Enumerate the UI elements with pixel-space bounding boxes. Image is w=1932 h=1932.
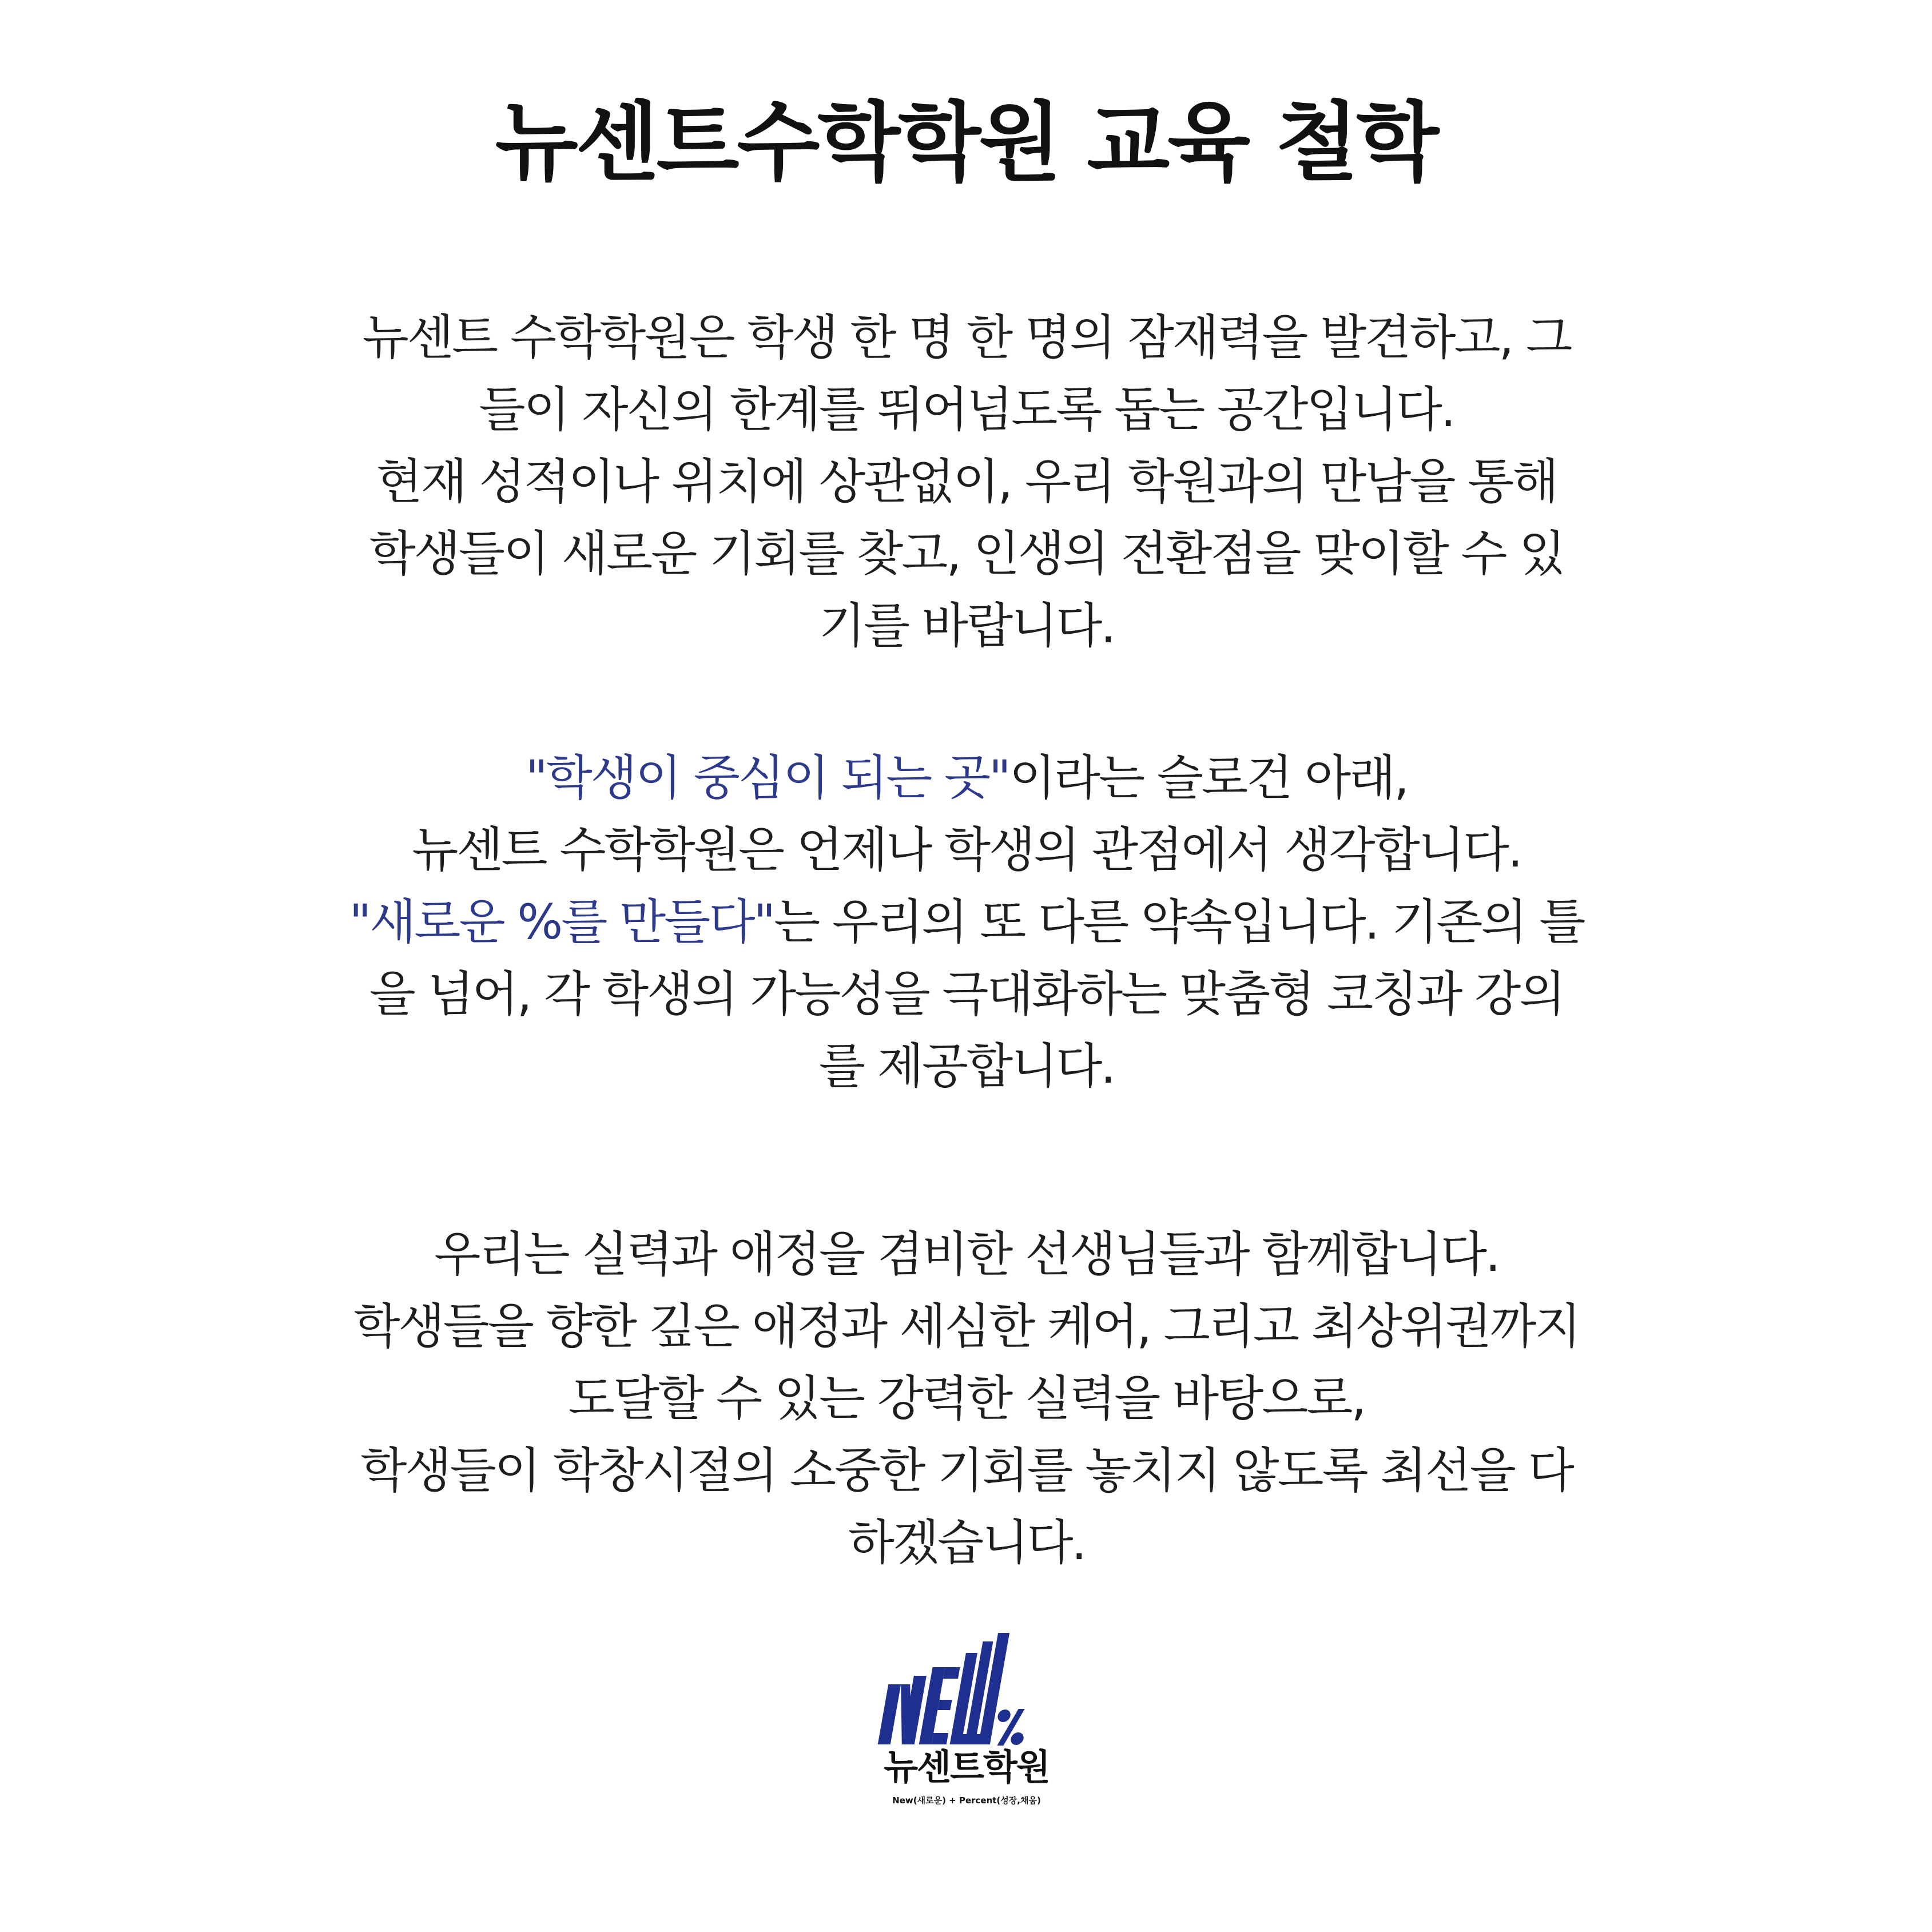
slogan-text: 이라는 슬로건 아래, [1009,750,1408,806]
slogan-line [309,886,1624,958]
slogan-line: 을 넘어, 각 학생의 가능성을 극대화하는 맞춤형 코칭과 강의 [369,966,1564,1022]
teachers-line: 학생들을 향한 깊은 애정과 세심한 케어, 그리고 최상위권까지 [353,1298,1580,1354]
intro-line: 기를 바랍니다. [818,598,1115,654]
slogan-line: 뉴센트 수학학원은 언제나 학생의 관점에서 생각합니다. [412,822,1521,878]
promise-highlight: "새로운 %를 만들다" [349,894,774,950]
promise-text: 는 우리의 또 다른 약속입니다. 기존의 틀 [774,894,1584,950]
teachers-line: 우리는 실력과 애정을 겸비한 선생님들과 함께합니다. [434,1226,1499,1282]
intro-line: 학생들이 새로운 기회를 찾고, 인생의 전환점을 맞이할 수 있 [369,526,1564,582]
intro-paragraph [309,301,1624,662]
new-percent-logo-mark [869,1630,1064,1750]
teachers-line: 하겠습니다. [848,1514,1086,1571]
teachers-paragraph [309,1218,1624,1579]
teachers-line: 도달할 수 있는 강력한 실력을 바탕으로, [568,1370,1365,1426]
slogan-line [309,742,1624,814]
intro-line: 현재 성적이나 위치에 상관없이, 우리 학원과의 만남을 통해 [376,454,1557,510]
page-title: 뉴센트수학학원 교육 철학 [495,93,1437,193]
slogan-highlight: "학생이 중심이 되는 곳" [526,750,1009,806]
teachers-line: 학생들이 학창시절의 소중한 기회를 놓치지 않도록 최선을 다 [360,1442,1573,1498]
logo-tagline: New(새로운) + Percent(성장,채움) [892,1795,1041,1806]
intro-line: 들이 자신의 한계를 뛰어넘도록 돕는 공간입니다. [479,381,1454,438]
academy-logo [869,1630,1064,1819]
intro-line: 뉴센트 수학학원은 학생 한 명 한 명의 잠재력을 발견하고, 그 [362,309,1571,365]
slogan-paragraph [309,742,1624,1102]
logo-academy-name: 뉴센트학원 [884,1746,1050,1788]
slogan-line: 를 제공합니다. [818,1038,1115,1094]
